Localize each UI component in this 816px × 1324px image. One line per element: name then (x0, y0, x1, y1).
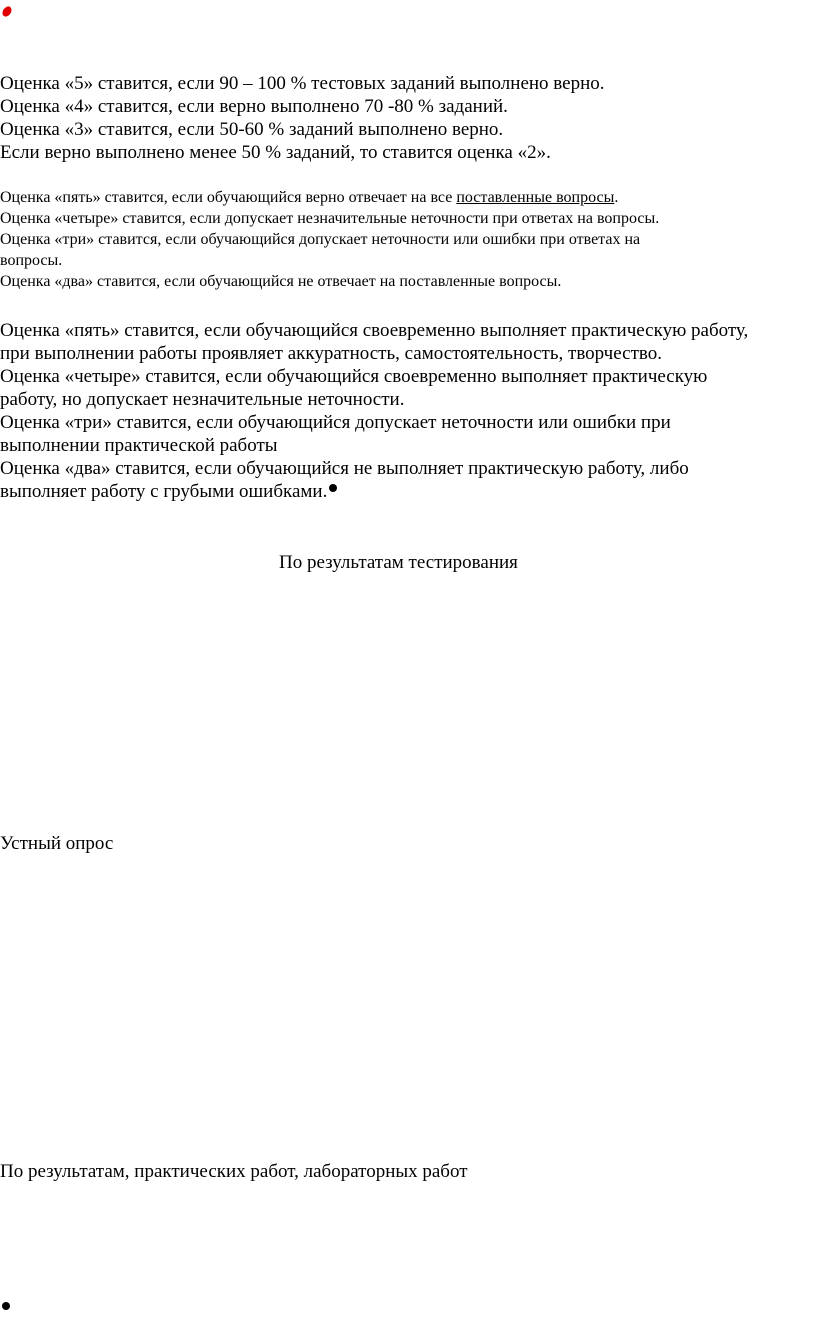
test-criterion-2: Если верно выполнено менее 50 % заданий, то ставится оценка «2». (0, 142, 551, 163)
oral-five-prefix: Оценка «пять» ставится, если обучающийся верно отвечает на все (0, 189, 457, 206)
oral-five-link[interactable]: поставленные вопросы (456, 189, 615, 206)
bullet-icon (2, 1302, 10, 1310)
oral-criterion-four: Оценка «четыре» ставится, если допускает незначительные неточности при ответах на вопросы. (0, 210, 660, 227)
heading-practical: По результатам, практических работ, лабораторных работ (0, 1161, 468, 1182)
practical-criterion-text: выполняет работу с грубыми ошибками. (0, 481, 328, 502)
practical-criterion-line: при выполнении работы проявляет аккуратность, самостоятельность, творчество. (0, 343, 662, 364)
bullet-icon (329, 484, 337, 492)
practical-criterion-line: работу, но допускает незначительные неточности. (0, 389, 405, 410)
practical-criterion-last (0, 480, 748, 503)
heading-testing: По результатам тестирования (279, 552, 518, 573)
test-criterion-4: Оценка «4» ставится, если верно выполнено 70 -80 % заданий. (0, 96, 508, 117)
oral-criterion-five (0, 187, 659, 208)
heading-oral: Устный опрос (0, 833, 114, 854)
test-criterion-5: Оценка «5» ставится, если 90 – 100 % тестовых заданий выполнено верно. (0, 73, 605, 94)
practical-criteria-block (0, 319, 748, 503)
red-bullet-icon (1, 5, 14, 19)
oral-criterion-two: Оценка «два» ставится, если обучающийся не отвечает на поставленные вопросы. (0, 273, 562, 290)
practical-criterion-line: выполнении практической работы (0, 435, 278, 456)
practical-criterion-line: Оценка «два» ставится, если обучающийся не выполняет практическую работу, либо (0, 458, 689, 479)
practical-criterion-line: Оценка «четыре» ставится, если обучающийся своевременно выполняет практическую (0, 366, 708, 387)
oral-criteria-block (0, 187, 659, 292)
practical-criterion-line: Оценка «пять» ставится, если обучающийся своевременно выполняет практическую работу, (0, 320, 749, 341)
oral-criterion-three-line1: Оценка «три» ставится, если обучающийся допускает неточности или ошибки при ответах на (0, 231, 641, 248)
oral-five-suffix: . (614, 189, 619, 206)
test-criterion-3: Оценка «3» ставится, если 50-60 % заданий выполнено верно. (0, 119, 504, 140)
oral-criterion-three-line2: вопросы. (0, 252, 63, 269)
test-criteria-block (0, 72, 605, 164)
practical-criterion-line: Оценка «три» ставится, если обучающийся допускает неточности или ошибки при (0, 412, 671, 433)
